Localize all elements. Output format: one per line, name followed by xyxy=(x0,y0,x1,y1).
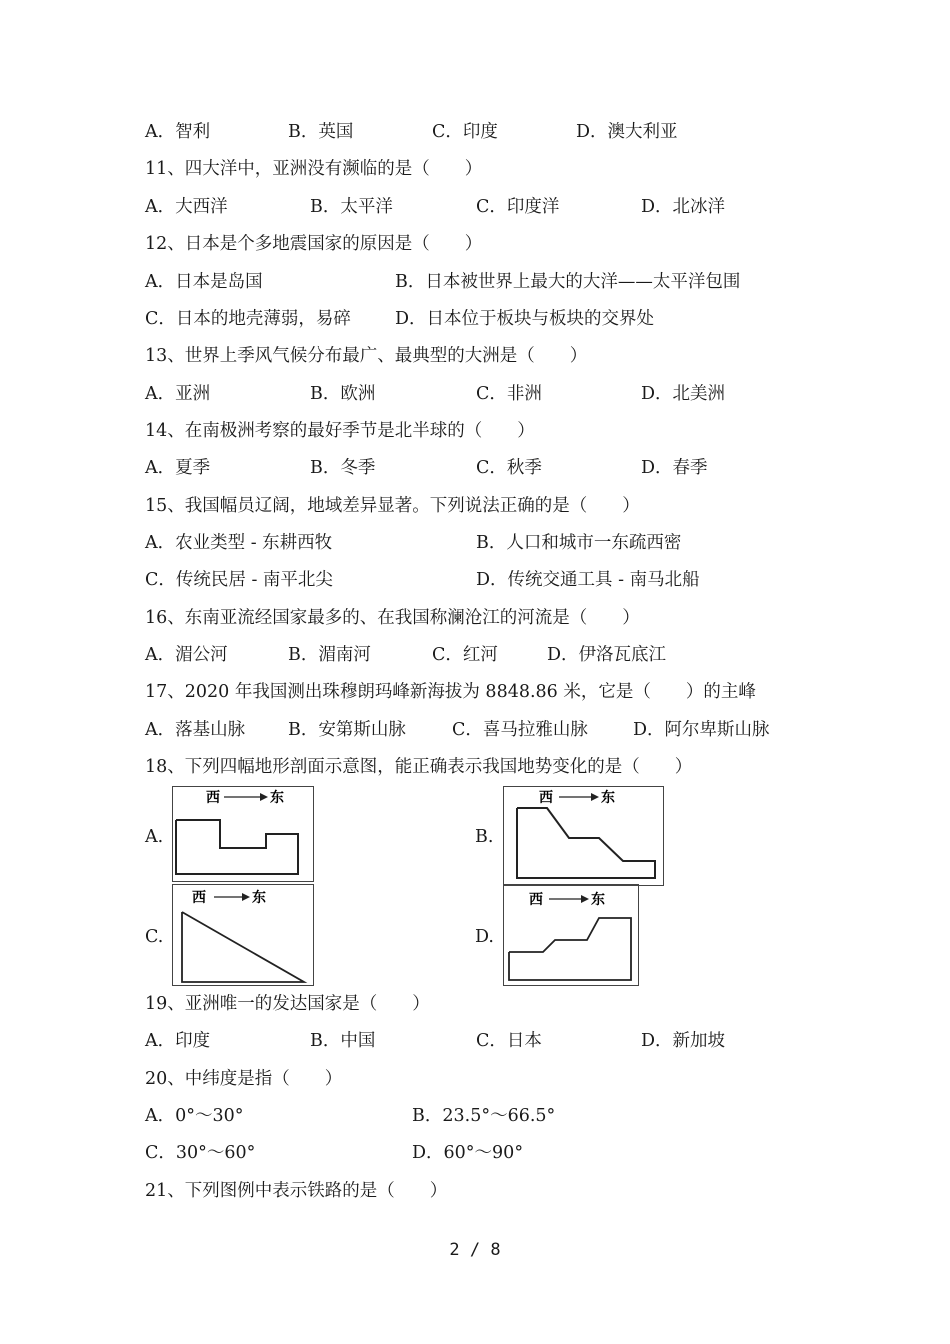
q19-stem: 19、亚洲唯一的发达国家是（ ） xyxy=(145,994,430,1014)
profile-figure-d xyxy=(503,884,639,986)
q15-option-c: C．传统民居 - 南平北尖 xyxy=(145,570,333,590)
q19-option-b: B．中国 xyxy=(310,1031,376,1051)
profile-figure-a xyxy=(172,786,314,882)
profile-figure-b xyxy=(503,786,665,886)
q13-option-b: B．欧洲 xyxy=(310,384,376,404)
q20-stem: 20、中纬度是指（ ） xyxy=(145,1069,343,1089)
page-number: 2 / 8 xyxy=(449,1240,501,1260)
q16-option-d: D．伊洛瓦底江 xyxy=(547,645,667,665)
q10-option-d: D．澳大利亚 xyxy=(576,122,678,142)
q11-stem: 11、四大洋中，亚洲没有濒临的是（ ） xyxy=(145,159,483,179)
q20-option-a: A．0°～30° xyxy=(145,1106,244,1126)
q13-stem: 13、世界上季风气候分布最广、最典型的大洲是（ ） xyxy=(145,346,588,366)
q14-option-c: C．秋季 xyxy=(476,458,542,478)
q20-option-d: D．60°～90° xyxy=(412,1143,524,1163)
q12-option-b: B．日本被世界上最大的大洋——太平洋包围 xyxy=(395,272,741,292)
q10-option-b: B．英国 xyxy=(288,122,354,142)
q18-label-a: A. xyxy=(145,827,164,847)
q11-option-a: A．大西洋 xyxy=(145,197,228,217)
q19-option-d: D．新加坡 xyxy=(641,1031,726,1051)
q19-option-a: A．印度 xyxy=(145,1031,211,1051)
q18-label-c: C. xyxy=(145,927,164,947)
q20-option-c: C．30°～60° xyxy=(145,1143,256,1163)
west-label: 西 xyxy=(192,890,206,906)
q13-option-c: C．非洲 xyxy=(476,384,542,404)
q11-option-b: B．太平洋 xyxy=(310,197,393,217)
q17-option-c: C．喜马拉雅山脉 xyxy=(452,720,588,740)
east-label: 东 xyxy=(591,892,605,908)
q19-option-c: C．日本 xyxy=(476,1031,542,1051)
q15-option-a: A．农业类型 - 东耕西牧 xyxy=(145,533,333,553)
q14-option-a: A．夏季 xyxy=(145,458,211,478)
q18-label-d: D. xyxy=(475,927,494,947)
profile-figure-c xyxy=(172,884,314,986)
q15-stem: 15、我国幅员辽阔，地域差异显著。下列说法正确的是（ ） xyxy=(145,496,640,516)
q20-option-b: B．23.5°～66.5° xyxy=(412,1106,556,1126)
q10-option-a: A．智利 xyxy=(145,122,211,142)
q18-stem: 18、下列四幅地形剖面示意图，能正确表示我国地势变化的是（ ） xyxy=(145,757,693,777)
q16-option-b: B．湄南河 xyxy=(288,645,371,665)
q17-option-a: A．落基山脉 xyxy=(145,720,246,740)
west-label: 西 xyxy=(529,892,543,908)
q15-option-d: D．传统交通工具 - 南马北船 xyxy=(476,570,700,590)
q18-label-b: B. xyxy=(475,827,494,847)
west-label: 西 xyxy=(539,790,553,806)
q12-option-a: A．日本是岛国 xyxy=(145,272,263,292)
east-label: 东 xyxy=(252,890,266,906)
q14-option-d: D．春季 xyxy=(641,458,708,478)
q17-option-d: D．阿尔卑斯山脉 xyxy=(633,720,770,740)
east-label: 东 xyxy=(601,790,615,806)
east-label: 东 xyxy=(270,790,284,806)
q21-stem: 21、下列图例中表示铁路的是（ ） xyxy=(145,1181,448,1201)
q15-option-b: B．人口和城市一东疏西密 xyxy=(476,533,682,553)
q17-option-b: B．安第斯山脉 xyxy=(288,720,406,740)
q16-option-a: A．湄公河 xyxy=(145,645,228,665)
west-label: 西 xyxy=(206,790,220,806)
q17-stem: 17、2020 年我国测出珠穆朗玛峰新海拔为 8848.86 米，它是（ ）的主峰 xyxy=(145,682,756,702)
q12-option-d: D．日本位于板块与板块的交界处 xyxy=(395,309,655,329)
q13-option-a: A．亚洲 xyxy=(145,384,211,404)
q16-stem: 16、东南亚流经国家最多的、在我国称澜沧江的河流是（ ） xyxy=(145,608,640,628)
q13-option-d: D．北美洲 xyxy=(641,384,726,404)
q12-option-c: C．日本的地壳薄弱，易碎 xyxy=(145,309,351,329)
q12-stem: 12、日本是个多地震国家的原因是（ ） xyxy=(145,234,483,254)
q11-option-d: D．北冰洋 xyxy=(641,197,726,217)
q16-option-c: C．红河 xyxy=(432,645,498,665)
q11-option-c: C．印度洋 xyxy=(476,197,560,217)
q14-stem: 14、在南极洲考察的最好季节是北半球的（ ） xyxy=(145,421,535,441)
q14-option-b: B．冬季 xyxy=(310,458,376,478)
q10-option-c: C．印度 xyxy=(432,122,498,142)
